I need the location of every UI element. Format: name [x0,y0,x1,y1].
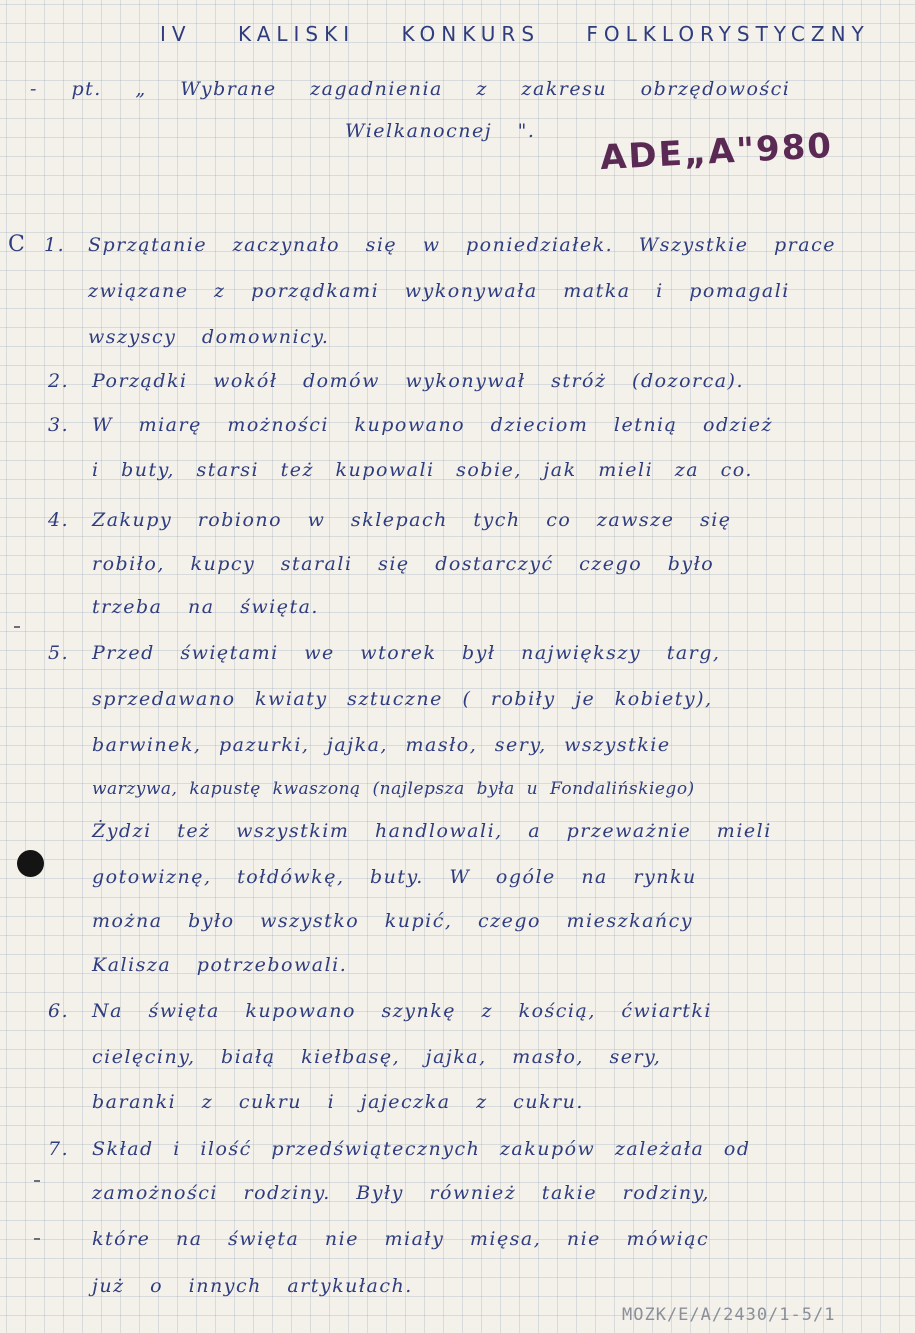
item-line: trzeba na święta. [92,596,319,618]
item-line: barwinek, pazurki, jajka, masło, sery, wszystkie [92,734,671,756]
item-line: które na święta nie miały mięsa, nie mówiąc [92,1228,710,1250]
margin-tick [34,1238,40,1240]
margin-tick [34,1180,40,1182]
item-number: 1. [44,234,66,256]
item-line: W miarę możności kupowano dzieciom letnią odzież [92,414,773,436]
item-line: można było wszystko kupić, czego mieszkańcy [92,910,694,932]
item-line: i buty, starsi też kupowali sobie, jak mieli za co. [92,459,753,481]
item-line: Na święta kupowano szynkę z kością, ćwiartki [92,1000,713,1022]
item-line: zamożności rodziny. Były również takie rodziny, [92,1182,710,1204]
item-number: 5. [48,642,70,664]
margin-tick [14,626,20,628]
item-number: 3. [48,414,70,436]
archive-signature: MOZK/E/A/2430/1-5/1 [622,1305,836,1325]
item-number: 6. [48,1000,70,1022]
item-line: Przed świętami we wtorek był największy targ, [92,642,721,664]
archive-stamp: ADE„A"980 [599,125,834,179]
margin-mark: C [8,232,27,257]
item-line: Porządki wokół domów wykonywał stróż (dozorca). [92,370,745,392]
item-number: 2. [48,370,70,392]
item-line: cielęciny, białą kiełbasę, jajka, masło, sery, [92,1046,662,1068]
item-line: Kalisza potrzebowali. [92,954,348,976]
item-line: Skład i ilość przedświątecznych zakupów zależała od [92,1138,751,1160]
item-line: Żydzi też wszystkim handlowali, a przeważnie mieli [92,820,772,842]
item-number: 4. [48,509,70,531]
item-line: warzywa, kapustę kwaszoną (najlepsza była u Fondalińskiego) [92,779,695,799]
item-line: robiło, kupcy starali się dostarczyć czego było [92,553,715,575]
item-line: związane z porządkami wykonywała matka i pomagali [88,280,790,302]
document-title: IV KALISKI KONKURS FOLKLORYSTYCZNY [160,22,870,46]
item-line: baranki z cukru i jajeczka z cukru. [92,1091,584,1113]
item-line: Zakupy robiono w sklepach tych co zawsze się [92,509,732,531]
item-number: 7. [48,1138,70,1160]
document-subtitle-line-2: Wielkanocnej ". [345,120,536,142]
document-subtitle-line-1: - pt. „ Wybrane zagadnienia z zakresu obrzędowości [30,78,791,100]
item-line: sprzedawano kwiaty sztuczne ( robiły je kobiety), [92,688,713,710]
item-line: już o innych artykułach. [92,1275,413,1297]
item-line: gotowiznę, tołdówkę, buty. W ogóle na rynku [92,866,697,888]
punch-hole [17,850,44,877]
item-line: Sprzątanie zaczynało się w poniedziałek. Wszystkie prace [88,234,836,256]
item-line: wszyscy domownicy. [88,326,330,348]
